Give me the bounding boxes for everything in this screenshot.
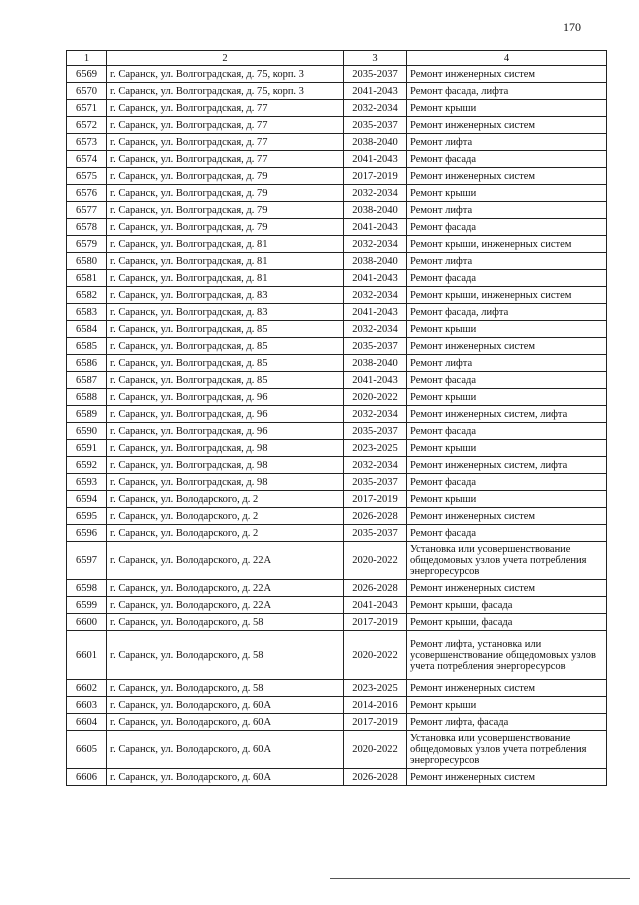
table-row (67, 714, 607, 731)
column-header-4: 4 (407, 51, 607, 66)
work-type: Ремонт фасада (407, 270, 607, 287)
work-type: Установка или усовершенствование общедомовых узлов учета потребления энергоресурсов (407, 731, 607, 769)
period: 2032-2034 (344, 236, 407, 253)
period: 2041-2043 (344, 304, 407, 321)
scan-artifact-line (330, 878, 630, 879)
table-row (67, 151, 607, 168)
table-row (67, 219, 607, 236)
work-type: Ремонт инженерных систем (407, 66, 607, 83)
table-row (67, 270, 607, 287)
row-number: 6602 (67, 680, 107, 697)
table-row (67, 597, 607, 614)
row-number: 6587 (67, 372, 107, 389)
period: 2020-2022 (344, 631, 407, 680)
table-row (67, 525, 607, 542)
row-number: 6578 (67, 219, 107, 236)
table-row (67, 614, 607, 631)
address: г. Саранск, ул. Волгоградская, д. 83 (107, 287, 344, 304)
row-number: 6573 (67, 134, 107, 151)
row-number: 6572 (67, 117, 107, 134)
table-row (67, 287, 607, 304)
table-row (67, 372, 607, 389)
work-type: Ремонт инженерных систем (407, 680, 607, 697)
work-type: Ремонт фасада (407, 525, 607, 542)
table-row (67, 389, 607, 406)
address: г. Саранск, ул. Володарского, д. 60А (107, 731, 344, 769)
period: 2017-2019 (344, 614, 407, 631)
work-type: Ремонт лифта (407, 134, 607, 151)
table-row (67, 355, 607, 372)
work-type: Ремонт крыши (407, 440, 607, 457)
work-type: Ремонт лифта (407, 355, 607, 372)
row-number: 6588 (67, 389, 107, 406)
page-number: 170 (563, 20, 581, 34)
row-number: 6606 (67, 769, 107, 786)
table-row (67, 304, 607, 321)
address: г. Саранск, ул. Волгоградская, д. 96 (107, 406, 344, 423)
work-type: Ремонт лифта (407, 202, 607, 219)
table-row (67, 440, 607, 457)
row-number: 6597 (67, 542, 107, 580)
period: 2026-2028 (344, 508, 407, 525)
period: 2020-2022 (344, 389, 407, 406)
address: г. Саранск, ул. Волгоградская, д. 81 (107, 253, 344, 270)
address: г. Саранск, ул. Волгоградская, д. 75, корп. 3 (107, 83, 344, 100)
row-number: 6600 (67, 614, 107, 631)
row-number: 6594 (67, 491, 107, 508)
work-type: Ремонт крыши, инженерных систем (407, 236, 607, 253)
capital-repair-table (66, 50, 607, 786)
row-number: 6592 (67, 457, 107, 474)
work-type: Ремонт крыши (407, 697, 607, 714)
table-row (67, 580, 607, 597)
address: г. Саранск, ул. Волгоградская, д. 75, корп. 3 (107, 66, 344, 83)
table-row (67, 168, 607, 185)
work-type: Ремонт инженерных систем (407, 117, 607, 134)
period: 2026-2028 (344, 769, 407, 786)
address: г. Саранск, ул. Волгоградская, д. 98 (107, 440, 344, 457)
work-type: Ремонт крыши, фасада (407, 597, 607, 614)
address: г. Саранск, ул. Волгоградская, д. 77 (107, 117, 344, 134)
period: 2035-2037 (344, 66, 407, 83)
period: 2038-2040 (344, 355, 407, 372)
table-body (67, 66, 607, 786)
row-number: 6590 (67, 423, 107, 440)
address: г. Саранск, ул. Волгоградская, д. 81 (107, 270, 344, 287)
address: г. Саранск, ул. Волгоградская, д. 79 (107, 168, 344, 185)
address: г. Саранск, ул. Володарского, д. 2 (107, 491, 344, 508)
work-type: Ремонт фасада (407, 474, 607, 491)
work-type: Ремонт инженерных систем, лифта (407, 457, 607, 474)
work-type: Ремонт инженерных систем (407, 769, 607, 786)
table-row (67, 474, 607, 491)
row-number: 6591 (67, 440, 107, 457)
row-number: 6569 (67, 66, 107, 83)
row-number: 6582 (67, 287, 107, 304)
row-number: 6581 (67, 270, 107, 287)
table-row (67, 100, 607, 117)
work-type: Ремонт крыши (407, 321, 607, 338)
table-row (67, 66, 607, 83)
row-number: 6593 (67, 474, 107, 491)
work-type: Ремонт лифта, фасада (407, 714, 607, 731)
work-type: Ремонт фасада (407, 151, 607, 168)
period: 2020-2022 (344, 542, 407, 580)
row-number: 6603 (67, 697, 107, 714)
table-row (67, 680, 607, 697)
address: г. Саранск, ул. Володарского, д. 58 (107, 614, 344, 631)
column-header-1: 1 (67, 51, 107, 66)
table-row (67, 491, 607, 508)
work-type: Ремонт инженерных систем (407, 580, 607, 597)
work-type: Ремонт крыши, фасада (407, 614, 607, 631)
row-number: 6596 (67, 525, 107, 542)
address: г. Саранск, ул. Володарского, д. 58 (107, 631, 344, 680)
address: г. Саранск, ул. Волгоградская, д. 83 (107, 304, 344, 321)
period: 2032-2034 (344, 287, 407, 304)
table-row (67, 406, 607, 423)
table-row (67, 457, 607, 474)
period: 2038-2040 (344, 253, 407, 270)
table-row (67, 542, 607, 580)
period: 2032-2034 (344, 406, 407, 423)
period: 2017-2019 (344, 714, 407, 731)
work-type: Ремонт фасада (407, 372, 607, 389)
row-number: 6571 (67, 100, 107, 117)
address: г. Саранск, ул. Волгоградская, д. 79 (107, 219, 344, 236)
row-number: 6579 (67, 236, 107, 253)
work-type: Ремонт крыши (407, 185, 607, 202)
period: 2032-2034 (344, 100, 407, 117)
row-number: 6604 (67, 714, 107, 731)
address: г. Саранск, ул. Волгоградская, д. 77 (107, 151, 344, 168)
work-type: Ремонт инженерных систем, лифта (407, 406, 607, 423)
period: 2035-2037 (344, 338, 407, 355)
period: 2035-2037 (344, 474, 407, 491)
period: 2035-2037 (344, 525, 407, 542)
period: 2017-2019 (344, 491, 407, 508)
address: г. Саранск, ул. Волгоградская, д. 85 (107, 355, 344, 372)
work-type: Ремонт инженерных систем (407, 338, 607, 355)
work-type: Ремонт фасада, лифта (407, 83, 607, 100)
address: г. Саранск, ул. Волгоградская, д. 77 (107, 100, 344, 117)
period: 2041-2043 (344, 270, 407, 287)
period: 2032-2034 (344, 185, 407, 202)
period: 2041-2043 (344, 372, 407, 389)
period: 2041-2043 (344, 219, 407, 236)
table-row (67, 185, 607, 202)
row-number: 6576 (67, 185, 107, 202)
row-number: 6589 (67, 406, 107, 423)
table-row (67, 769, 607, 786)
address: г. Саранск, ул. Волгоградская, д. 96 (107, 423, 344, 440)
work-type: Ремонт инженерных систем (407, 508, 607, 525)
address: г. Саранск, ул. Володарского, д. 60А (107, 714, 344, 731)
address: г. Саранск, ул. Волгоградская, д. 98 (107, 457, 344, 474)
work-type: Ремонт лифта, установка или усовершенствование общедомовых узлов учета потребления энергоресурсов (407, 631, 607, 680)
table-row (67, 423, 607, 440)
address: г. Саранск, ул. Волгоградская, д. 77 (107, 134, 344, 151)
table-row (67, 236, 607, 253)
table-row (67, 338, 607, 355)
column-header-3: 3 (344, 51, 407, 66)
period: 2041-2043 (344, 597, 407, 614)
address: г. Саранск, ул. Володарского, д. 22А (107, 597, 344, 614)
period: 2041-2043 (344, 83, 407, 100)
row-number: 6605 (67, 731, 107, 769)
address: г. Саранск, ул. Волгоградская, д. 85 (107, 321, 344, 338)
address: г. Саранск, ул. Володарского, д. 58 (107, 680, 344, 697)
table-row (67, 253, 607, 270)
period: 2038-2040 (344, 134, 407, 151)
address: г. Саранск, ул. Волгоградская, д. 85 (107, 338, 344, 355)
row-number: 6598 (67, 580, 107, 597)
work-type: Ремонт крыши (407, 100, 607, 117)
row-number: 6584 (67, 321, 107, 338)
column-header-2: 2 (107, 51, 344, 66)
table-row (67, 83, 607, 100)
work-type: Ремонт крыши (407, 389, 607, 406)
period: 2023-2025 (344, 440, 407, 457)
address: г. Саранск, ул. Володарского, д. 60А (107, 769, 344, 786)
address: г. Саранск, ул. Волгоградская, д. 81 (107, 236, 344, 253)
row-number: 6586 (67, 355, 107, 372)
row-number: 6585 (67, 338, 107, 355)
period: 2035-2037 (344, 423, 407, 440)
period: 2026-2028 (344, 580, 407, 597)
row-number: 6599 (67, 597, 107, 614)
period: 2017-2019 (344, 168, 407, 185)
row-number: 6575 (67, 168, 107, 185)
work-type: Ремонт фасада, лифта (407, 304, 607, 321)
period: 2023-2025 (344, 680, 407, 697)
row-number: 6577 (67, 202, 107, 219)
table-row (67, 508, 607, 525)
period: 2032-2034 (344, 457, 407, 474)
row-number: 6601 (67, 631, 107, 680)
work-type: Ремонт инженерных систем (407, 168, 607, 185)
work-type: Ремонт фасада (407, 423, 607, 440)
row-number: 6595 (67, 508, 107, 525)
table-row (67, 321, 607, 338)
address: г. Саранск, ул. Володарского, д. 22А (107, 580, 344, 597)
address: г. Саранск, ул. Володарского, д. 22А (107, 542, 344, 580)
row-number: 6580 (67, 253, 107, 270)
table-row (67, 631, 607, 680)
row-number: 6583 (67, 304, 107, 321)
work-type: Ремонт лифта (407, 253, 607, 270)
period: 2032-2034 (344, 321, 407, 338)
row-number: 6570 (67, 83, 107, 100)
address: г. Саранск, ул. Волгоградская, д. 85 (107, 372, 344, 389)
period: 2035-2037 (344, 117, 407, 134)
address: г. Саранск, ул. Володарского, д. 60А (107, 697, 344, 714)
address: г. Саранск, ул. Волгоградская, д. 96 (107, 389, 344, 406)
address: г. Саранск, ул. Волгоградская, д. 98 (107, 474, 344, 491)
address: г. Саранск, ул. Володарского, д. 2 (107, 508, 344, 525)
table-row (67, 202, 607, 219)
table-row (67, 731, 607, 769)
work-type: Ремонт крыши, инженерных систем (407, 287, 607, 304)
period: 2020-2022 (344, 731, 407, 769)
row-number: 6574 (67, 151, 107, 168)
work-type: Ремонт фасада (407, 219, 607, 236)
period: 2038-2040 (344, 202, 407, 219)
address: г. Саранск, ул. Волгоградская, д. 79 (107, 185, 344, 202)
table-header-row (67, 51, 607, 66)
table-row (67, 117, 607, 134)
table-row (67, 134, 607, 151)
work-type: Установка или усовершенствование общедомовых узлов учета потребления энергоресурсов (407, 542, 607, 580)
address: г. Саранск, ул. Волгоградская, д. 79 (107, 202, 344, 219)
period: 2041-2043 (344, 151, 407, 168)
table-row (67, 697, 607, 714)
work-type: Ремонт крыши (407, 491, 607, 508)
address: г. Саранск, ул. Володарского, д. 2 (107, 525, 344, 542)
period: 2014-2016 (344, 697, 407, 714)
